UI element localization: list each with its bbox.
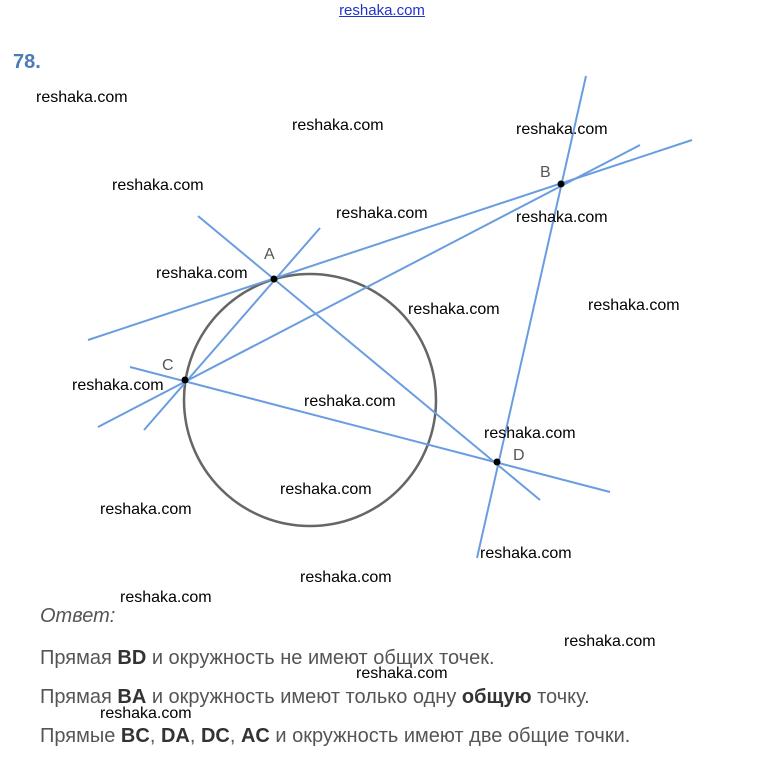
watermark: reshaka.com (280, 481, 372, 498)
point-d (494, 459, 501, 466)
watermark: reshaka.com (484, 425, 576, 442)
watermark: reshaka.com (100, 705, 192, 722)
label-b: B (540, 164, 551, 181)
watermark: reshaka.com (156, 265, 248, 282)
watermark: reshaka.com (72, 377, 164, 394)
label-c: C (162, 357, 174, 374)
line-ac (144, 228, 320, 430)
watermark: reshaka.com (356, 665, 448, 682)
line-name: BA (117, 686, 147, 708)
watermark: reshaka.com (336, 205, 428, 222)
answer-line-3: Прямые BC, DA, DC, AC и окружность имеют две общие точки. (40, 725, 631, 747)
watermark: reshaka.com (304, 393, 396, 410)
watermark: reshaka.com (588, 297, 680, 314)
answer-line-1: Прямая BD и окружность не имеют общих точек. (40, 647, 495, 669)
answer-heading: Ответ: (40, 605, 116, 627)
point-b (558, 181, 565, 188)
site-link[interactable]: reshaka.com (339, 2, 425, 19)
line-da (198, 216, 540, 500)
label-a: A (264, 246, 275, 263)
watermark: reshaka.com (564, 633, 656, 650)
line-name: BD (117, 647, 147, 669)
point-a (271, 276, 278, 283)
watermark: reshaka.com (408, 301, 500, 318)
point-c (182, 377, 189, 384)
watermark: reshaka.com (100, 501, 192, 518)
label-d: D (513, 447, 525, 464)
watermark: reshaka.com (292, 117, 384, 134)
watermark: reshaka.com (516, 121, 608, 138)
watermark: reshaka.com (480, 545, 572, 562)
watermark: reshaka.com (300, 569, 392, 586)
answer-line-2: Прямая BA и окружность имеют только одну общую точку. (40, 686, 590, 708)
watermark: reshaka.com (516, 209, 608, 226)
task-number: 78. (13, 51, 41, 73)
watermark: reshaka.com (112, 177, 204, 194)
watermark: reshaka.com (36, 89, 128, 106)
watermark: reshaka.com (120, 589, 212, 606)
